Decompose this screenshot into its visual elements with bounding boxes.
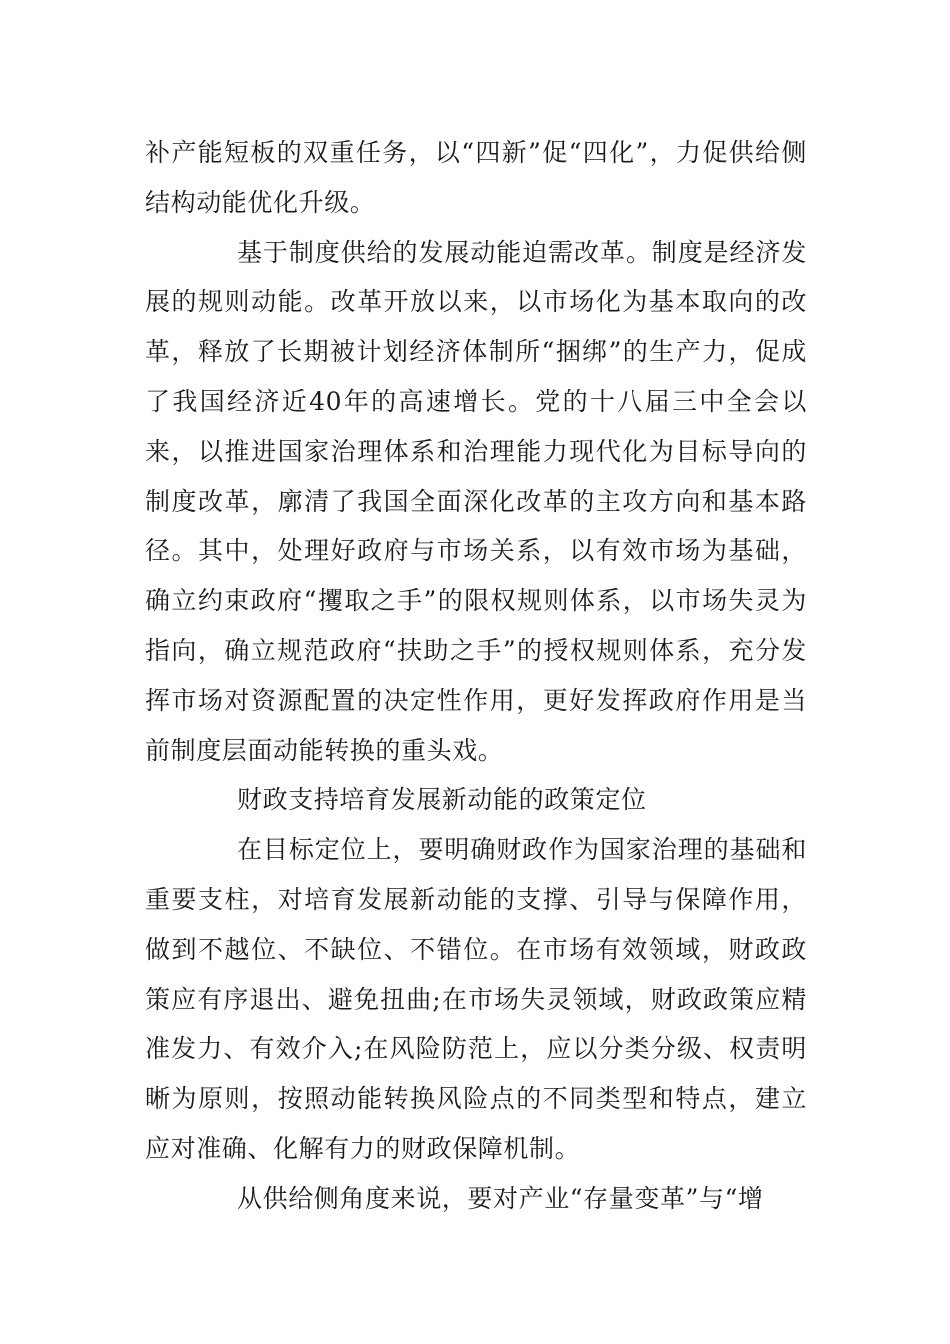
paragraph-institutional-reform: 基于制度供给的发展动能迫需改革。制度是经济发展的规则动能。改革开放以来，以市场化为基本取向的改革，释放了长期被计划经济体制所“捆绑”的生产力，促成了我国经济近40年的高速增长。党的十八届三中全会以来，以推进国家治理体系和治理能力现代化为目标导向的制度改革，廓清了我国全面深化改革的主攻方向和基本路径。其中，处理好政府与市场关系，以有效市场为基础，确立约束政府“攫取之手”的限权规则体系，以市场失灵为指向，确立规范政府“扶助之手”的授权规则体系，充分发挥市场对资源配置的决定性作用，更好发挥政府作用是当前制度层面动能转换的重头戏。	[145, 237, 807, 765]
section-heading: 财政支持培育发展新动能的政策定位	[237, 785, 647, 815]
document-body	[145, 128, 807, 1224]
paragraph-target-positioning: 在目标定位上，要明确财政作为国家治理的基础和重要支柱，对培育发展新动能的支撑、引导与保障作用，做到不越位、不缺位、不错位。在市场有效领域，财政政策应有序退出、避免扭曲;在市场失灵领域，财政政策应精准发力、有效介入;在风险防范上，应以分类分级、权责明晰为原则，按照动能转换风险点的不同类型和特点，建立应对准确、化解有力的财政保障机制。	[145, 835, 807, 1163]
paragraph-supply-side: 从供给侧角度来说，要对产业“存量变革”与“增	[237, 1183, 764, 1213]
paragraph-continuation: 补产能短板的双重任务，以“四新”促“四化”，力促供给侧结构动能优化升级。	[145, 138, 807, 217]
